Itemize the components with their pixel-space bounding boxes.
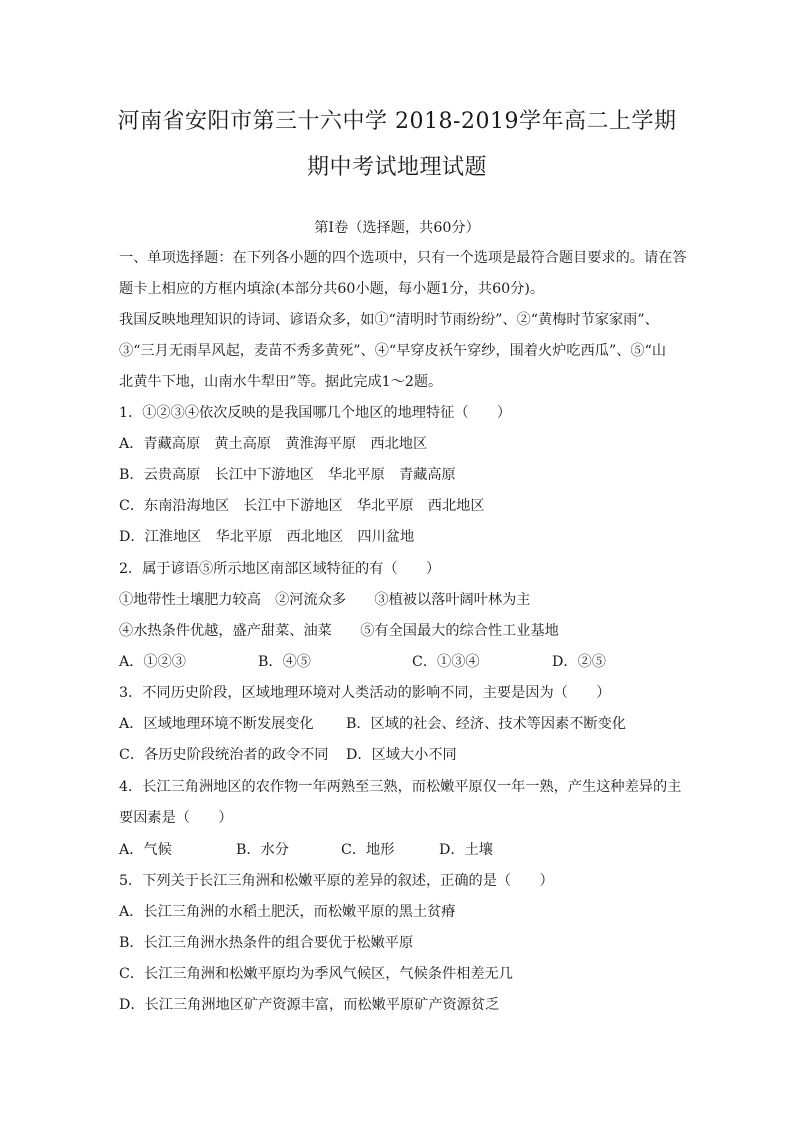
instructions-line-1: 一、单项选择题：在下列各小题的四个选项中，只有一个选项是最符合题目要求的。请在答 [119, 250, 687, 266]
question-1-option-b: B．云贵高原 长江中下游地区 华北平原 青藏高原 [119, 467, 456, 483]
page-title-line-1: 河南省安阳市第三十六中学 2018-2019学年高二上学期 [117, 109, 677, 134]
instructions-line-2: 题卡上相应的方框内填涂(本部分共60小题，每小题1分，共60分)。 [119, 281, 545, 297]
question-4-stem-line-2: 要因素是（ ） [119, 810, 233, 826]
question-1-option-c: C．东南沿海地区 长江中下游地区 华北平原 西北地区 [119, 498, 485, 514]
intro-line-1: 我国反映地理知识的诗词、谚语众多，如①“清明时节雨纷纷”、②“黄梅时节家家雨”、 [119, 312, 659, 328]
question-2-option-c: C．①③④ [412, 654, 480, 670]
question-5-option-a: A．长江三角洲的水稻土肥沃，而松嫩平原的黑土贫瘠 [119, 904, 456, 920]
question-3-stem: 3．不同历史阶段，区域地理环境对人类活动的影响不同，主要是因为（ ） [119, 685, 611, 701]
question-4-option-c: C．地形 [341, 842, 395, 858]
question-1-stem: 1．①②③④依次反映的是我国哪几个地区的地理特征（ ） [119, 405, 512, 421]
question-5-stem: 5．下列关于长江三角洲和松嫩平原的差异的叙述，正确的是（ ） [119, 873, 554, 889]
question-2-statements-2: ④水热条件优越，盛产甜菜、油菜 ⑤有全国最大的综合性工业基地 [119, 623, 559, 639]
question-2-option-d: D．②⑤ [552, 654, 606, 670]
intro-line-3: 北黄牛下地，山南水牛犁田”等。据此完成1～2题。 [119, 374, 443, 390]
question-5-option-b: B．长江三角洲水热条件的组合要优于松嫩平原 [119, 935, 414, 951]
question-3-option-d: D．区域大小不同 [346, 747, 457, 763]
question-2-statements-1: ①地带性土壤肥力较高 ②河流众多 ③植被以落叶阔叶林为主 [119, 592, 531, 608]
question-2-option-a: A．①②③ [119, 654, 186, 670]
section-heading: 第Ⅰ卷（选择题，共60分） [314, 220, 480, 236]
question-3-option-c: C．各历史阶段统治者的政令不同 [119, 747, 329, 763]
question-1-option-d: D．江淮地区 华北平原 西北地区 四川盆地 [119, 529, 415, 545]
question-4-option-d: D．土壤 [439, 842, 493, 858]
question-4-option-a: A．气候 [119, 842, 172, 858]
question-2-option-b: B．④⑤ [258, 654, 311, 670]
intro-line-2: ③“三月无雨旱风起，麦苗不秀多黄死”、④“早穿皮袄午穿纱，围着火炉吃西瓜”、⑤“山 [119, 343, 667, 359]
question-1-option-a: A．青藏高原 黄土高原 黄淮海平原 西北地区 [119, 436, 428, 452]
question-4-stem-line-1: 4．长江三角洲地区的农作物一年两熟至三熟，而松嫩平原仅一年一熟，产生这种差异的主 [119, 779, 682, 795]
question-5-option-c: C．长江三角洲和松嫩平原均为季风气候区，气候条件相差无几 [119, 966, 513, 982]
question-4-option-b: B．水分 [236, 842, 289, 858]
question-3-option-a: A．区域地理环境不断发展变化 [119, 716, 314, 732]
question-2-stem: 2．属于谚语⑤所示地区南部区域特征的有（ ） [119, 561, 441, 577]
question-5-option-d: D．长江三角洲地区矿产资源丰富，而松嫩平原矿产资源贫乏 [119, 997, 500, 1013]
page-title-line-2: 期中考试地理试题 [306, 155, 487, 180]
question-3-option-b: B．区域的社会、经济、技术等因素不断变化 [346, 716, 626, 732]
